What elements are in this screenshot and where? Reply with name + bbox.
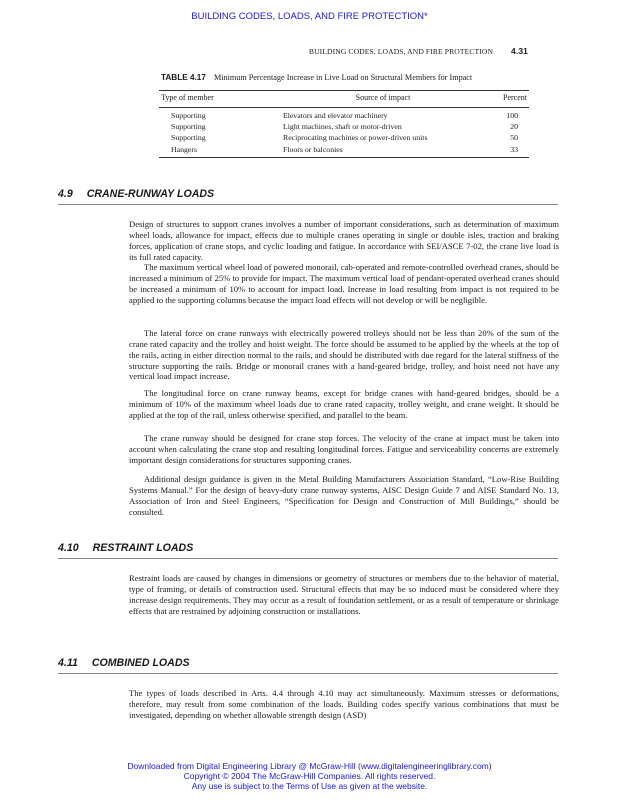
cell-source: Light machines, shaft or motor-driven <box>283 122 402 132</box>
paragraph-text: The lateral force on crane runways with electrically powered trolleys should not be less than 20% of the sum of the crane rated capacity and the trolley and hoist weight. The force should be assumed to be applied by the wheels at the top of the rails, acting in either direction normal to the rails, and should be distributed with due regard for the lateral stiffness of the structure supporting the rails. Bridge or monorail cranes with a hand-geared bridge, trolley, and hoist need not have any vertical load impact increase. <box>129 328 559 382</box>
table-row <box>159 110 529 121</box>
table-bottom-rule <box>159 157 529 158</box>
paragraph-text: Additional design guidance is given in the Metal Building Manufacturers Association Standard, “Low-Rise Building Systems Manual.” For the design of heavy-duty crane runway systems, AISC Design Guide 7 and AISE Standard No. 13, Association of Iron and Steel Engineers, “Specification for Design and Construction of Mill Buildings,” should be consulted. <box>129 474 559 517</box>
download-footer <box>0 762 619 791</box>
section-heading-restraint-loads <box>58 542 558 559</box>
header-percent: Percent <box>503 93 527 102</box>
impact-table <box>159 90 529 158</box>
cell-source: Elevators and elevator machinery <box>283 111 388 120</box>
header-type-of-member: Type of member <box>161 93 214 102</box>
table-body <box>159 108 529 157</box>
cell-percent: 100 <box>506 111 518 120</box>
paragraph <box>129 219 559 262</box>
page-number: 4.31 <box>511 46 528 56</box>
table-row <box>159 121 529 132</box>
table-caption <box>161 73 472 82</box>
section-heading-crane-runway-loads <box>58 188 558 205</box>
paragraph <box>129 328 559 382</box>
paragraph-text: Design of structures to support cranes involves a number of important considerations, such as determination of maximum wheel loads, allowance for impact, effects due to multiple cranes operating in single or double isles, traction and braking forces, application of crane stops, and cyclic loading and fatigue. In accordance with SEI/ASCE 7-02, the crane live load is its full rated capacity. <box>129 219 559 262</box>
section-heading-combined-loads <box>58 657 558 674</box>
cell-source: Reciprocating machines or power-driven units <box>283 133 428 143</box>
section-title: RESTRAINT LOADS <box>92 542 194 554</box>
paragraph-text: The longitudinal force on crane runway beams, except for bridge cranes with hand-geared bridges, should be a minimum of 10% of the maximum wheel loads due to crane rated capacity, trolley weight, and crane weight. It should be applied at the top of the rail, unless otherwise specified, and parallel to the beam. <box>129 388 559 420</box>
table-label: TABLE 4.17 <box>161 73 206 82</box>
paragraph <box>129 474 559 517</box>
cell-source: Floors or balconies <box>283 144 343 154</box>
paragraph <box>129 262 559 305</box>
paragraph-text: The maximum vertical wheel load of powered monorail, cab-operated and remote-controlled overhead cranes, should be increased a minimum of 25% to provide for impact. The maximum vertical load of pendant-operated overhead cranes should be increased a minimum of 10% to account for impact load. Increase in load resulting from impact is not required to be applied to the supporting columns because the impact load effects will not develop or will be negligible. <box>129 262 559 305</box>
paragraph <box>129 688 559 721</box>
paragraph <box>129 388 559 421</box>
table-title: Minimum Percentage Increase in Live Load on Structural Members for Impact <box>213 73 473 82</box>
cell-member: Supporting <box>171 133 206 143</box>
section-number: 4.10 <box>58 542 79 554</box>
footer-copyright-line: Copyright © 2004 The McGraw-Hill Companies. All rights reserved. <box>183 770 436 781</box>
document-banner: BUILDING CODES, LOADS, AND FIRE PROTECTION* <box>191 11 428 22</box>
cell-member: Supporting <box>171 122 206 132</box>
paragraph-text: The types of loads described in Arts. 4.4 through 4.10 may act simultaneously. Maximum stresses or deformations, therefore, may result from some combination of the loads. Building codes specify various combinations that must be investigated, depending on whether allowable strength design (ASD) <box>129 688 559 720</box>
cell-member: Hangers <box>171 144 197 154</box>
cell-percent: 20 <box>510 122 518 132</box>
paragraph <box>129 573 559 616</box>
footer-download-line[interactable]: Downloaded from Digital Engineering Library @ McGraw-Hill (www.digitalengineeringlibrary.com) <box>127 761 492 771</box>
section-number: 4.11 <box>58 657 78 669</box>
section-title: COMBINED LOADS <box>91 657 190 669</box>
footer-terms-line[interactable]: Any use is subject to the Terms of Use as given at the website. <box>191 780 428 791</box>
table-row <box>159 144 529 155</box>
table-row <box>159 132 529 143</box>
cell-percent: 33 <box>510 144 518 154</box>
paragraph <box>129 433 559 466</box>
header-source-of-impact: Source of impact <box>355 93 411 102</box>
section-title: CRANE-RUNWAY LOADS <box>86 188 215 200</box>
paragraph-text: Restraint loads are caused by changes in dimensions or geometry of structures or members due to the behavior of material, type of framing, or details of construction used. Structural effects that may be so induced must be considered where they increase design requirements. They may occur as a result of foundation settlement, or as a result of temperature or shrinkage effects that are restrained by adjoining construction or installations. <box>129 573 559 616</box>
section-number: 4.9 <box>58 188 73 200</box>
running-head-title: BUILDING CODES, LOADS, AND FIRE PROTECTION <box>308 47 494 56</box>
paragraph-text: The crane runway should be designed for crane stop forces. The velocity of the crane at impact must be taken into account when calculating the crane stop and resulting longitudinal forces. Fatigue and serviceability concerns are extremely important design considerations for structures supporting cranes. <box>129 433 559 465</box>
running-head <box>309 46 528 56</box>
cell-percent: 50 <box>510 133 518 143</box>
cell-member: Supporting <box>171 111 206 120</box>
table-header-row <box>159 91 529 107</box>
